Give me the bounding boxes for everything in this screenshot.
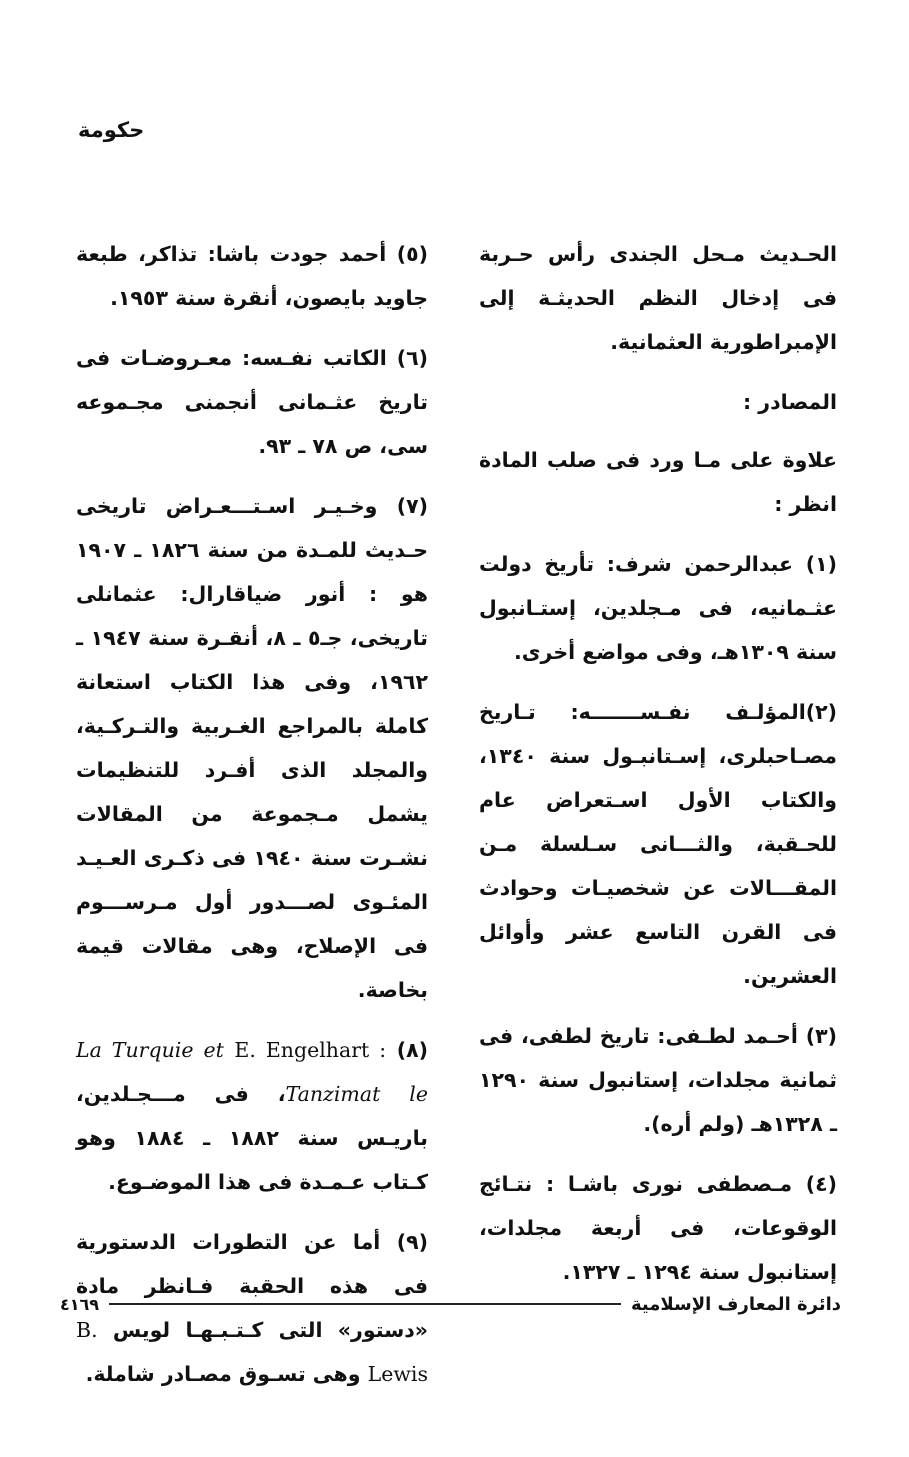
reference-1: (١) عبدالرحمن شرف: تأريخ دولت عثـمانيه، فى مـجلدين، إستـانبول سنة ١٣٠٩هـ، وفى مواضع أخرى.: [479, 552, 837, 664]
page-footer: [60, 1284, 841, 1324]
intro-paragraph: الحـديث مـحل الجندى رأس حـربة فى إدخال النظم الحديثـة إلى الإمبراطورية العثمانية.: [479, 242, 837, 354]
reference-8-author: E. Engelhart :: [234, 1038, 387, 1062]
reference-8-title-part1: La Turquie et le: [76, 1038, 428, 1106]
reference-5: (٥) أحمد جودت باشا: تذاكر، طبعة جاويد بايصون، أنقرة سنة ١٩٥٣.: [76, 242, 428, 310]
reference-8-rest: ، فى مـــجـلدين، باريـس سنة ١٨٨٢ ـ ١٨٨٤ وهو كـتاب عـمـدة فى هذا الموضـوع.: [76, 1082, 428, 1194]
reference-7: (٧) وخـيـر اسـتـــعـراض تاريخى حـديث للمـدة من سنة ١٨٢٦ ـ ١٩٠٧ هو : أنور ضياقارال: عثمانلى تاريخى، جـ٥ ـ ٨، أنقـرة سنة ١٩٤٧ ـ ١٩٦٢، وفى هذا الكتاب استعانة كاملة بالمراجع الغـربية والتـركـية، والمجلد الذى أفـرد للتنظيمات يشمل مـجموعة من المقالات نشـرت سنة ١٩٤٠ فى ذكـرى العـيـد المئـوى لصـــدور أول مـرســـوم فى الإصلاح، وهى مقالات قيمة بخاصة.: [76, 494, 429, 1002]
reference-8-number: (٨): [396, 1038, 428, 1062]
reference-9-latin-name: B. Lewis: [76, 1318, 428, 1386]
reference-3: (٣) أحـمد لطـفى: تاريخ لطفى، فى ثمانية مجلدات، إستانبول سنة ١٢٩٠ ـ ١٣٢٨هـ (ولم أره).: [479, 1024, 837, 1136]
right-column: [479, 232, 837, 1310]
reference-9-part2: وهى تسـوق مصـادر شاملة.: [85, 1362, 361, 1386]
sources-heading: المصادر :: [742, 390, 837, 414]
reference-8-title-part2: Tanzimat: [285, 1082, 381, 1106]
sources-intro: علاوة على مـا ورد فى صلب المادة انظر :: [479, 448, 837, 516]
reference-4: (٤) مـصطفى نورى باشـا : نتـائج الوقوعات، فى أربعة مجلدات، إستانبول سنة ١٢٩٤ ـ ١٣٢٧.: [479, 1172, 837, 1284]
reference-2: (٢)المؤلـف نفـســـــــه: تـاريخ مصـاحبلرى، إسـتانبـول سنة ١٣٤٠، والكتاب الأول اسـتعراض عام للحـقبة، والثـــانى سـلسلة مـن المقـــالات عن شخصيـات وحوادث فى القرن التاسع عشر وأوائل العشرين.: [479, 700, 837, 988]
running-header-title: حكومة: [78, 118, 145, 142]
reference-9-part1: (٩) أما عن التطورات الدستورية فى هذه الحقبة فـانظر مادة «دستور» التى كـتـبـهـا لويس: [76, 1230, 428, 1342]
footer-rule: [109, 1303, 621, 1305]
reference-6: (٦) الكاتب نفـسه: معـروضـات فى تاريخ عثـمانى أنجمنى مجـموعه سى، ص ٧٨ ـ ٩٣.: [76, 346, 428, 458]
reference-8: [76, 1028, 428, 1204]
page-number: ٤١٦٩: [60, 1294, 100, 1314]
footer-journal-title: دائرة المعارف الإسلامية: [630, 1293, 841, 1315]
left-column: [76, 232, 428, 1412]
